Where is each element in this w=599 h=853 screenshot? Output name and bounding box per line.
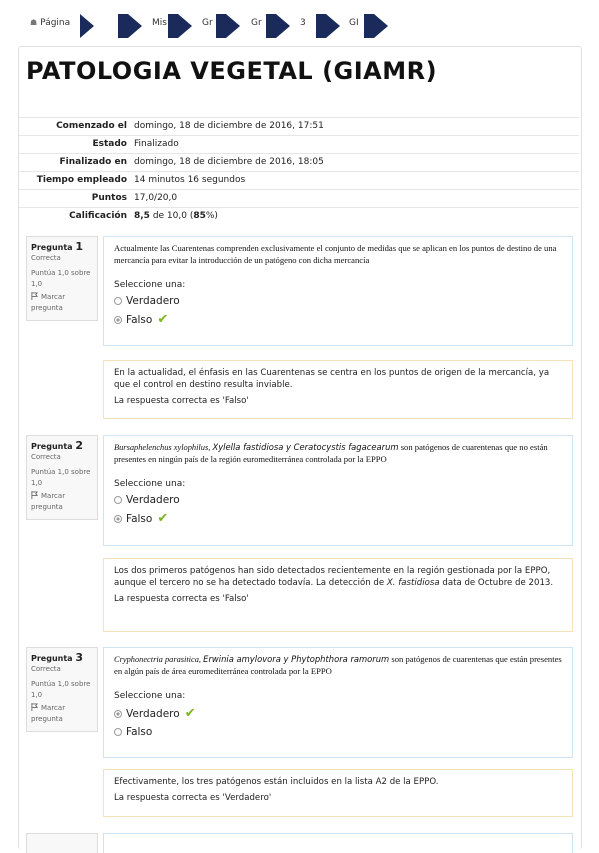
breadcrumb-separator (276, 14, 290, 38)
summary-row (19, 117, 579, 135)
answer-prompt: Seleccione una: (114, 280, 186, 290)
summary-value: 17,0/20,0 (134, 193, 178, 203)
feedback-text: Los dos primeros patógenos han sido detectados recientemente en la región gestionada por la EPPO, aunque el tercero no se ha detectado todavía. La detección de X. fastidiosa data de Octubre de 2013. (114, 566, 554, 588)
question-info-4 (26, 833, 98, 853)
correct-answer-text: La respuesta correcta es 'Verdadero' (114, 793, 272, 803)
check-icon: ✔ (184, 706, 196, 721)
radio-button-selected[interactable] (114, 710, 122, 718)
breadcrumb-separator (316, 14, 326, 38)
breadcrumb-separator (216, 14, 226, 38)
flag-icon (31, 703, 38, 711)
question-status: Correcta (31, 665, 61, 673)
question-score: Puntúa 1,0 sobre 1,0 (31, 269, 91, 288)
summary-row (19, 207, 579, 225)
breadcrumb-separator (364, 14, 374, 38)
question-text-box-1 (103, 236, 573, 346)
question-score: Puntúa 1,0 sobre 1,0 (31, 468, 91, 487)
summary-row (19, 189, 579, 207)
summary-label: Estado (92, 139, 127, 149)
feedback-text: Efectivamente, los tres patógenos están incluidos en la lista A2 de la EPPO. (114, 777, 439, 787)
summary-value: domingo, 18 de diciembre de 2016, 17:51 (134, 121, 324, 131)
home-icon: ☗ (30, 18, 38, 27)
feedback-box-1 (103, 360, 573, 419)
radio-button-selected[interactable] (114, 316, 122, 324)
question-text-box-4 (103, 833, 573, 853)
option-falso[interactable]: Falso (114, 726, 562, 738)
correct-answer-text: La respuesta correcta es 'Falso' (114, 594, 249, 604)
question-info-3: Pregunta 3 Correcta Puntúa 1,0 sobre 1,0 Marcar pregunta (26, 647, 98, 732)
grade-value: 8,5 de 10,0 (85%) (134, 211, 218, 221)
breadcrumb-separator (266, 14, 276, 38)
radio-button[interactable] (114, 728, 122, 736)
correct-answer-text: La respuesta correcta es 'Falso' (114, 396, 249, 406)
flag-question-button[interactable]: Marcar pregunta (31, 492, 66, 511)
question-text-box-3 (103, 647, 573, 758)
question-text: Cryphonectria parasitica, Erwinia amylovora y Phytophthora ramorum son patógenos de cuarentenas que están presentes en algún país de área euromediterránea controlada por la EPPO (114, 654, 562, 676)
breadcrumb-separator (118, 14, 128, 38)
summary-row (19, 171, 579, 189)
summary-label: Calificación (69, 211, 127, 221)
radio-button[interactable] (114, 297, 122, 305)
attempt-summary-table (19, 117, 579, 225)
breadcrumb (22, 14, 582, 38)
option-verdadero[interactable]: Verdadero (114, 494, 562, 506)
question-text: Actualmente las Cuarentenas comprenden exclusivamente el conjunto de medidas que se aplican en los puntos de destino de una mercancía para evitar la introducción de un patógeno con dicha mercancía (114, 243, 557, 265)
summary-label: Finalizado en (59, 157, 127, 167)
answer-prompt: Seleccione una: (114, 479, 186, 489)
summary-value: domingo, 18 de diciembre de 2016, 18:05 (134, 157, 324, 167)
flag-question-button[interactable]: Marcar pregunta (31, 293, 66, 312)
option-falso[interactable]: Falso ✔ (114, 312, 562, 327)
question-status: Correcta (31, 453, 61, 461)
summary-value: 14 minutos 16 segundos (134, 175, 246, 185)
summary-label: Puntos (91, 193, 127, 203)
breadcrumb-item[interactable]: GI (349, 18, 359, 28)
breadcrumb-item[interactable]: Gr (202, 18, 213, 28)
question-score: Puntúa 1,0 sobre 1,0 (31, 680, 91, 699)
question-info-2: Pregunta 2 Correcta Puntúa 1,0 sobre 1,0 Marcar pregunta (26, 435, 98, 520)
breadcrumb-item[interactable]: Gr (251, 18, 262, 28)
summary-value: Finalizado (134, 139, 179, 149)
option-verdadero[interactable]: Verdadero (114, 295, 562, 307)
flag-icon (31, 491, 38, 499)
question-status: Correcta (31, 254, 61, 262)
breadcrumb-separator (168, 14, 178, 38)
check-icon: ✔ (157, 511, 169, 526)
summary-row (19, 153, 579, 171)
quiz-review-card (18, 46, 582, 849)
breadcrumb-separator (128, 14, 142, 38)
breadcrumb-item-home[interactable]: ☗ Página (30, 18, 71, 28)
check-icon: ✔ (157, 312, 169, 327)
feedback-box-2 (103, 558, 573, 632)
question-text: Bursaphelenchus xylophilus, Xylella fastidiosa y Ceratocystis fagacearum son patógenos de cuarentenas que no están presentes en ningún país de la región euromediterránea controlada por la EPPO (114, 442, 548, 464)
breadcrumb-separator (374, 14, 388, 38)
breadcrumb-separator (178, 14, 192, 38)
breadcrumb-separator (326, 14, 340, 38)
radio-button-selected[interactable] (114, 515, 122, 523)
option-verdadero[interactable]: Verdadero ✔ (114, 706, 562, 721)
question-info-1: Pregunta 1 Correcta Puntúa 1,0 sobre 1,0 Marcar pregunta (26, 236, 98, 321)
breadcrumb-separator (80, 14, 94, 38)
summary-row (19, 135, 579, 153)
breadcrumb-separator (226, 14, 240, 38)
summary-label: Tiempo empleado (36, 175, 127, 185)
breadcrumb-item[interactable]: Mis (152, 18, 167, 28)
radio-button[interactable] (114, 496, 122, 504)
page-title: PATOLOGIA VEGETAL (GIAMR) (26, 57, 438, 85)
option-falso[interactable]: Falso ✔ (114, 511, 562, 526)
summary-label: Comenzado el (56, 121, 127, 131)
question-text-box-2 (103, 435, 573, 546)
flag-question-button[interactable]: Marcar pregunta (31, 704, 66, 723)
breadcrumb-item[interactable]: 3 (300, 18, 306, 28)
feedback-text: En la actualidad, el énfasis en las Cuarentenas se centra en los puntos de origen de la mercancía, ya que el control en destino resulta inviable. (114, 368, 550, 390)
answer-prompt: Seleccione una: (114, 691, 186, 701)
feedback-box-3 (103, 769, 573, 817)
flag-icon (31, 292, 38, 300)
